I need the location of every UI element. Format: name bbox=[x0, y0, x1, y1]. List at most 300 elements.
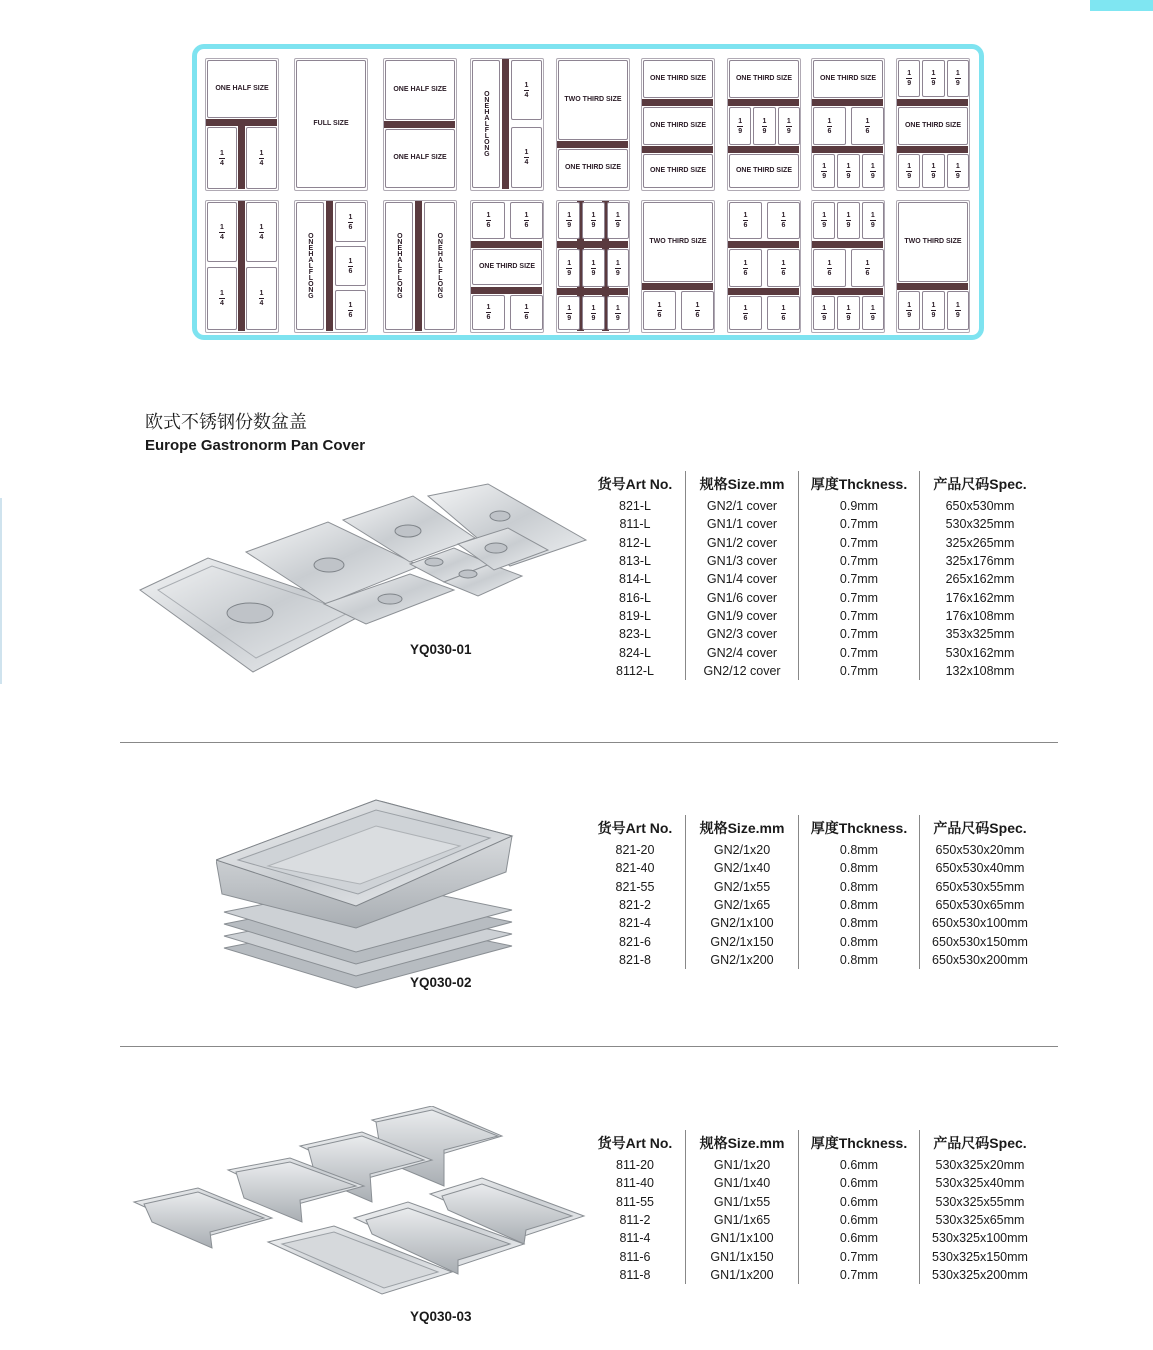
table-cell: 650x530x65mm bbox=[920, 896, 1041, 914]
table-cell: GN2/12 cover bbox=[686, 662, 799, 680]
table-row bbox=[585, 515, 1040, 533]
pan-section bbox=[947, 154, 969, 188]
table-cell: 530x325x40mm bbox=[920, 1174, 1041, 1192]
table-row bbox=[585, 1229, 1040, 1247]
size-label: ONE THIRD SIZE bbox=[819, 74, 876, 82]
fraction-label: 1 9 bbox=[907, 302, 912, 319]
fraction-label: 1 9 bbox=[591, 212, 596, 229]
table-cell: 0.7mm bbox=[799, 607, 920, 625]
table-cell: 265x162mm bbox=[920, 570, 1041, 588]
pan-section bbox=[767, 249, 800, 287]
table-cell: GN1/2 cover bbox=[686, 534, 799, 552]
table-row bbox=[585, 878, 1040, 896]
pan-section bbox=[582, 202, 604, 239]
fraction-label: 1 6 bbox=[781, 304, 786, 322]
size-label: ONE THIRD SIZE bbox=[735, 166, 792, 174]
fraction-label: 1 4 bbox=[259, 149, 264, 167]
table-row bbox=[585, 859, 1040, 877]
gastronorm-layout-diagram bbox=[192, 44, 984, 340]
size-label: ONE HALF SIZE bbox=[393, 154, 447, 162]
pan-section bbox=[511, 127, 542, 188]
table-cell: 821-6 bbox=[619, 934, 651, 949]
fraction-label: 1 9 bbox=[822, 162, 827, 180]
fraction-label: 1 9 bbox=[822, 212, 827, 229]
fraction-label: 1 9 bbox=[907, 70, 912, 87]
fraction-label: 1 9 bbox=[907, 162, 912, 180]
column-header: 货号Art No. bbox=[597, 1135, 673, 1151]
table-cell: 530x325mm bbox=[920, 515, 1041, 533]
gastronorm-pan bbox=[205, 58, 279, 191]
table-cell: GN2/1x65 bbox=[686, 896, 799, 914]
table-cell: 821-2 bbox=[619, 898, 651, 913]
table-cell: 811-L bbox=[619, 517, 651, 532]
pan-section bbox=[472, 202, 505, 239]
table-row bbox=[585, 607, 1040, 625]
pan-section bbox=[767, 296, 800, 330]
table-cell: 0.6mm bbox=[799, 1211, 920, 1229]
divider-bar bbox=[728, 288, 799, 295]
pan-section bbox=[837, 154, 859, 188]
pan-section bbox=[558, 149, 628, 188]
table-cell: 811-8 bbox=[619, 1267, 651, 1282]
pan-section bbox=[207, 127, 237, 189]
fraction-label: 1 6 bbox=[348, 301, 353, 319]
divider-bar bbox=[557, 288, 628, 295]
table-cell: 814-L bbox=[619, 572, 651, 587]
table-cell: 0.6mm bbox=[799, 1174, 920, 1192]
fraction-label: 1 6 bbox=[486, 304, 491, 321]
table-cell: GN1/1x100 bbox=[686, 1229, 799, 1247]
model-label: YQ030-03 bbox=[410, 1309, 472, 1324]
pan-section bbox=[813, 202, 835, 239]
fraction-label: 1 6 bbox=[348, 213, 353, 231]
fraction-label: 1 6 bbox=[486, 212, 491, 229]
pan-section bbox=[778, 107, 800, 145]
table-row bbox=[585, 914, 1040, 932]
divider-bar bbox=[897, 99, 968, 106]
table-cell: 811-40 bbox=[616, 1176, 654, 1191]
model-label: YQ030-01 bbox=[410, 642, 472, 657]
size-label: ONE THIRD SIZE bbox=[649, 74, 706, 82]
pan-section bbox=[898, 154, 920, 188]
fraction-label: 1 9 bbox=[567, 259, 572, 277]
pan-section bbox=[729, 60, 799, 98]
pan-section bbox=[296, 202, 324, 330]
table-cell: 816-L bbox=[619, 590, 651, 605]
pan-section bbox=[207, 202, 237, 262]
divider-bar bbox=[897, 283, 968, 290]
pan-section bbox=[558, 60, 628, 140]
fraction-label: 1 6 bbox=[865, 259, 870, 277]
table-row bbox=[585, 643, 1040, 661]
fraction-label: 1 9 bbox=[870, 162, 875, 180]
page-title-cn: 欧式不锈钢份数盆盖 bbox=[145, 412, 307, 432]
table-cell: 530x325x65mm bbox=[920, 1211, 1041, 1229]
pan-section bbox=[472, 295, 505, 330]
pan-section bbox=[837, 296, 859, 330]
table-cell: GN2/1x200 bbox=[686, 951, 799, 969]
table-cell: 530x325x100mm bbox=[920, 1229, 1041, 1247]
size-label: TWO THIRD SIZE bbox=[904, 237, 962, 245]
pan-section bbox=[729, 107, 751, 145]
divider-bar bbox=[728, 99, 799, 106]
pan-section bbox=[729, 202, 762, 239]
pan-section bbox=[207, 267, 237, 330]
table-cell: 0.7mm bbox=[799, 534, 920, 552]
table-cell: 0.8mm bbox=[799, 932, 920, 950]
pan-section bbox=[898, 107, 968, 145]
table-row bbox=[585, 1174, 1040, 1192]
table-row bbox=[585, 1247, 1040, 1265]
table-cell: 353x325mm bbox=[920, 625, 1041, 643]
table-cell: 325x176mm bbox=[920, 552, 1041, 570]
pan-section bbox=[813, 60, 883, 98]
gastronorm-pan bbox=[727, 58, 801, 191]
table-cell: 0.7mm bbox=[799, 515, 920, 533]
fraction-label: 1 4 bbox=[220, 223, 224, 241]
table-row bbox=[585, 1156, 1040, 1174]
table-cell: 811-55 bbox=[616, 1194, 654, 1209]
divider-bar bbox=[897, 146, 968, 153]
table-cell: 0.7mm bbox=[799, 625, 920, 643]
divider-bar bbox=[384, 121, 455, 128]
table-cell: 811-6 bbox=[619, 1249, 651, 1264]
table-cell: 0.8mm bbox=[799, 951, 920, 969]
column-header: 产品尺码Spec. bbox=[920, 815, 1041, 841]
fraction-label: 1 9 bbox=[762, 117, 767, 135]
table-cell: 812-L bbox=[619, 535, 651, 550]
table-cell: 650x530x100mm bbox=[920, 914, 1041, 932]
gastronorm-pan bbox=[383, 58, 457, 191]
pan-section bbox=[582, 249, 604, 287]
pan-section bbox=[385, 129, 455, 188]
pan-section bbox=[851, 249, 884, 287]
pan-section bbox=[729, 296, 762, 330]
size-label: ONE THIRD SIZE bbox=[735, 74, 792, 82]
pan-covers-image bbox=[138, 482, 590, 678]
fraction-label: 1 9 bbox=[591, 259, 596, 277]
table-cell: 0.6mm bbox=[799, 1229, 920, 1247]
table-cell: 0.6mm bbox=[799, 1193, 920, 1211]
fraction-label: 1 4 bbox=[524, 149, 529, 166]
fraction-label: 1 9 bbox=[567, 304, 572, 322]
fraction-label: 1 9 bbox=[846, 162, 851, 180]
table-cell: 811-2 bbox=[619, 1213, 651, 1228]
fraction-label: 1 6 bbox=[524, 212, 529, 229]
table-header-row bbox=[585, 815, 1040, 841]
column-header: 厚度Thckness. bbox=[799, 1130, 920, 1156]
pan-section bbox=[898, 291, 920, 330]
pan-section bbox=[922, 291, 944, 330]
table-cell: 650x530x200mm bbox=[920, 951, 1041, 969]
pan-section bbox=[296, 60, 366, 188]
fraction-label: 1 6 bbox=[781, 212, 786, 229]
pan-section bbox=[510, 202, 543, 239]
table-cell: 650x530x20mm bbox=[920, 841, 1041, 859]
table-cell: 650x530x150mm bbox=[920, 932, 1041, 950]
pan-section bbox=[643, 60, 713, 98]
pan-section bbox=[643, 291, 676, 330]
table-row bbox=[585, 1211, 1040, 1229]
fraction-label: 1 6 bbox=[657, 302, 662, 319]
table-cell: GN2/1x150 bbox=[686, 932, 799, 950]
table-cell: GN2/1x55 bbox=[686, 878, 799, 896]
corner-tab bbox=[1090, 0, 1153, 11]
table-cell: 0.7mm bbox=[799, 1266, 920, 1284]
pan-section bbox=[607, 249, 629, 287]
table-cell: 0.8mm bbox=[799, 859, 920, 877]
table-cell: 132x108mm bbox=[920, 662, 1041, 680]
pan-section bbox=[558, 296, 580, 330]
gastronorm-pan bbox=[294, 200, 368, 333]
pan-section bbox=[862, 202, 884, 239]
table-row bbox=[585, 841, 1040, 859]
table-cell: 0.8mm bbox=[799, 841, 920, 859]
fraction-label: 1 9 bbox=[846, 212, 851, 229]
table-row bbox=[585, 588, 1040, 606]
table-cell: GN2/1x40 bbox=[686, 859, 799, 877]
pan-section bbox=[385, 60, 455, 120]
pan-section bbox=[729, 154, 799, 188]
gastronorm-pan bbox=[470, 200, 544, 333]
fraction-label: 1 6 bbox=[743, 304, 748, 322]
fraction-label: 1 4 bbox=[220, 149, 224, 167]
table-cell: 823-L bbox=[619, 627, 651, 642]
gastronorm-pan bbox=[641, 58, 715, 191]
size-label: TWO THIRD SIZE bbox=[649, 237, 707, 245]
pan-section bbox=[335, 202, 366, 242]
table-cell: 176x108mm bbox=[920, 607, 1041, 625]
pan-section bbox=[335, 246, 366, 286]
table-cell: GN1/1x40 bbox=[686, 1174, 799, 1192]
size-label: ONEHALFLONG bbox=[483, 91, 491, 157]
divider-bar bbox=[502, 59, 509, 189]
fraction-label: 1 6 bbox=[524, 304, 529, 321]
size-label: ONEHALFLONG bbox=[396, 233, 404, 299]
fraction-label: 1 6 bbox=[827, 117, 832, 135]
pan-section bbox=[643, 154, 713, 188]
table-cell: GN2/3 cover bbox=[686, 625, 799, 643]
fraction-label: 1 6 bbox=[743, 259, 748, 277]
divider-bar bbox=[238, 201, 245, 331]
gastronorm-pan bbox=[896, 200, 970, 333]
fraction-label: 1 6 bbox=[781, 259, 786, 277]
table-row bbox=[585, 932, 1040, 950]
table-cell: 821-40 bbox=[615, 861, 655, 876]
pan-section bbox=[207, 60, 277, 118]
table-cell: 0.8mm bbox=[799, 878, 920, 896]
fraction-label: 1 9 bbox=[870, 212, 875, 229]
column-header: 产品尺码Spec. bbox=[920, 471, 1041, 497]
table-cell: 176x162mm bbox=[920, 588, 1041, 606]
column-header: 规格Size.mm bbox=[686, 815, 799, 841]
fraction-label: 1 9 bbox=[786, 117, 791, 135]
table-cell: 0.6mm bbox=[799, 1156, 920, 1174]
column-header: 规格Size.mm bbox=[686, 471, 799, 497]
pan-section bbox=[898, 60, 920, 97]
pan-section bbox=[643, 107, 713, 145]
size-label: ONE HALF SIZE bbox=[215, 84, 269, 92]
divider-bar bbox=[238, 119, 245, 189]
fraction-label: 1 9 bbox=[846, 304, 851, 322]
table-cell: GN1/6 cover bbox=[686, 588, 799, 606]
size-label: ONE THIRD SIZE bbox=[649, 166, 706, 174]
fraction-label: 1 6 bbox=[827, 259, 832, 277]
divider-bar bbox=[812, 241, 883, 248]
size-label: ONEHALFLONG bbox=[436, 233, 444, 299]
column-header: 厚度Thckness. bbox=[799, 471, 920, 497]
gastronorm-pan bbox=[641, 200, 715, 333]
size-label: ONE THIRD SIZE bbox=[649, 121, 706, 129]
gastronorm-pan bbox=[556, 58, 630, 191]
divider-bar bbox=[728, 146, 799, 153]
fraction-label: 1 9 bbox=[567, 212, 572, 229]
section-divider bbox=[120, 1046, 1058, 1047]
fraction-label: 1 9 bbox=[955, 70, 960, 87]
table-row bbox=[585, 662, 1040, 680]
size-label: ONE HALF SIZE bbox=[393, 85, 447, 93]
gastronorm-pan bbox=[294, 58, 368, 191]
divider-bar bbox=[557, 141, 628, 148]
table-cell: 0.8mm bbox=[799, 896, 920, 914]
gastronorm-pan bbox=[383, 200, 457, 333]
gastronorm-pan bbox=[205, 200, 279, 333]
gastronorm-pan bbox=[811, 200, 885, 333]
table-cell: 0.9mm bbox=[799, 497, 920, 515]
table-cell: 0.8mm bbox=[799, 914, 920, 932]
section-divider bbox=[120, 742, 1058, 743]
table-cell: 530x325x200mm bbox=[920, 1266, 1041, 1284]
table-cell: 0.7mm bbox=[799, 643, 920, 661]
gastronorm-pan bbox=[470, 58, 544, 191]
table-cell: GN1/1x55 bbox=[686, 1193, 799, 1211]
pan-section bbox=[862, 154, 884, 188]
pan-section bbox=[558, 249, 580, 287]
pan-section bbox=[246, 267, 277, 330]
table-cell: GN1/1 cover bbox=[686, 515, 799, 533]
size-label: ONE THIRD SIZE bbox=[904, 121, 961, 129]
fraction-label: 1 6 bbox=[695, 302, 700, 319]
page-title-en: Europe Gastronorm Pan Cover bbox=[145, 437, 366, 454]
table-cell: 824-L bbox=[619, 645, 651, 660]
gastronorm-pan bbox=[556, 200, 630, 333]
size-label: ONEHALFLONG bbox=[307, 233, 315, 299]
table-header-row bbox=[585, 1130, 1040, 1156]
pan-section bbox=[246, 202, 277, 262]
pan-section bbox=[753, 107, 775, 145]
column-header: 货号Art No. bbox=[597, 820, 673, 836]
table-cell: 821-L bbox=[619, 499, 651, 514]
divider-bar bbox=[471, 287, 542, 294]
table-row bbox=[585, 1193, 1040, 1211]
table-cell: 530x325x150mm bbox=[920, 1247, 1041, 1265]
fraction-label: 1 4 bbox=[259, 290, 264, 307]
divider-bar bbox=[415, 201, 422, 331]
pan-section bbox=[898, 202, 968, 282]
pan-section bbox=[922, 60, 944, 97]
fraction-label: 1 9 bbox=[955, 302, 960, 319]
spec-table bbox=[585, 815, 1040, 969]
table-row bbox=[585, 951, 1040, 969]
table-cell: 821-8 bbox=[619, 952, 651, 967]
size-label: ONE THIRD SIZE bbox=[564, 164, 621, 172]
table-cell: GN1/3 cover bbox=[686, 552, 799, 570]
table-cell: GN1/1x200 bbox=[686, 1266, 799, 1284]
assorted-pans-image bbox=[132, 1106, 602, 1302]
table-cell: 0.7mm bbox=[799, 570, 920, 588]
table-cell: GN1/1x20 bbox=[686, 1156, 799, 1174]
fraction-label: 1 9 bbox=[591, 304, 596, 322]
table-cell: 811-4 bbox=[619, 1231, 651, 1246]
table-cell: 0.7mm bbox=[799, 1247, 920, 1265]
table-cell: 821-55 bbox=[615, 879, 655, 894]
pan-section bbox=[813, 296, 835, 330]
fraction-label: 1 6 bbox=[743, 212, 748, 229]
pan-section bbox=[947, 60, 969, 97]
fraction-label: 1 9 bbox=[931, 162, 936, 180]
pan-section bbox=[511, 60, 542, 120]
pan-section bbox=[947, 291, 969, 330]
fraction-label: 1 9 bbox=[615, 259, 620, 277]
table-header-row bbox=[585, 471, 1040, 497]
table-cell: 650x530x55mm bbox=[920, 878, 1041, 896]
table-cell: 530x325x55mm bbox=[920, 1193, 1041, 1211]
column-header: 货号Art No. bbox=[597, 476, 673, 492]
spec-table bbox=[585, 1130, 1040, 1284]
divider-bar bbox=[642, 283, 713, 290]
pan-section bbox=[607, 296, 629, 330]
fraction-label: 1 9 bbox=[870, 304, 875, 322]
fraction-label: 1 4 bbox=[524, 81, 529, 99]
pan-section bbox=[837, 202, 859, 239]
table-row bbox=[585, 1266, 1040, 1284]
divider-bar bbox=[812, 99, 883, 106]
pan-section bbox=[510, 295, 543, 330]
pan-section bbox=[472, 60, 500, 188]
fraction-label: 1 9 bbox=[615, 212, 620, 229]
fraction-label: 1 9 bbox=[822, 304, 827, 322]
divider-bar bbox=[557, 241, 628, 248]
fraction-label: 1 4 bbox=[259, 223, 264, 241]
model-label: YQ030-02 bbox=[410, 975, 472, 990]
table-cell: 819-L bbox=[619, 608, 651, 623]
pan-section bbox=[472, 249, 542, 285]
table-cell: GN2/1 cover bbox=[686, 497, 799, 515]
size-label: TWO THIRD SIZE bbox=[564, 95, 622, 103]
fraction-label: 1 9 bbox=[615, 304, 620, 322]
table-row bbox=[585, 552, 1040, 570]
divider-bar bbox=[728, 241, 799, 248]
pan-section bbox=[813, 107, 846, 145]
table-cell: GN1/4 cover bbox=[686, 570, 799, 588]
table-cell: 0.7mm bbox=[799, 662, 920, 680]
table-row bbox=[585, 896, 1040, 914]
column-header: 规格Size.mm bbox=[686, 1130, 799, 1156]
table-cell: 325x265mm bbox=[920, 534, 1041, 552]
margin-line bbox=[0, 498, 2, 684]
table-cell: 650x530mm bbox=[920, 497, 1041, 515]
table-cell: 0.7mm bbox=[799, 588, 920, 606]
table-cell: 0.7mm bbox=[799, 552, 920, 570]
fraction-label: 1 6 bbox=[865, 117, 870, 135]
pan-section bbox=[335, 290, 366, 330]
pan-section bbox=[385, 202, 413, 330]
gastronorm-pan bbox=[896, 58, 970, 191]
fraction-label: 1 4 bbox=[220, 290, 224, 307]
pan-section bbox=[681, 291, 714, 330]
column-header: 厚度Thckness. bbox=[799, 815, 920, 841]
pan-section bbox=[813, 249, 846, 287]
